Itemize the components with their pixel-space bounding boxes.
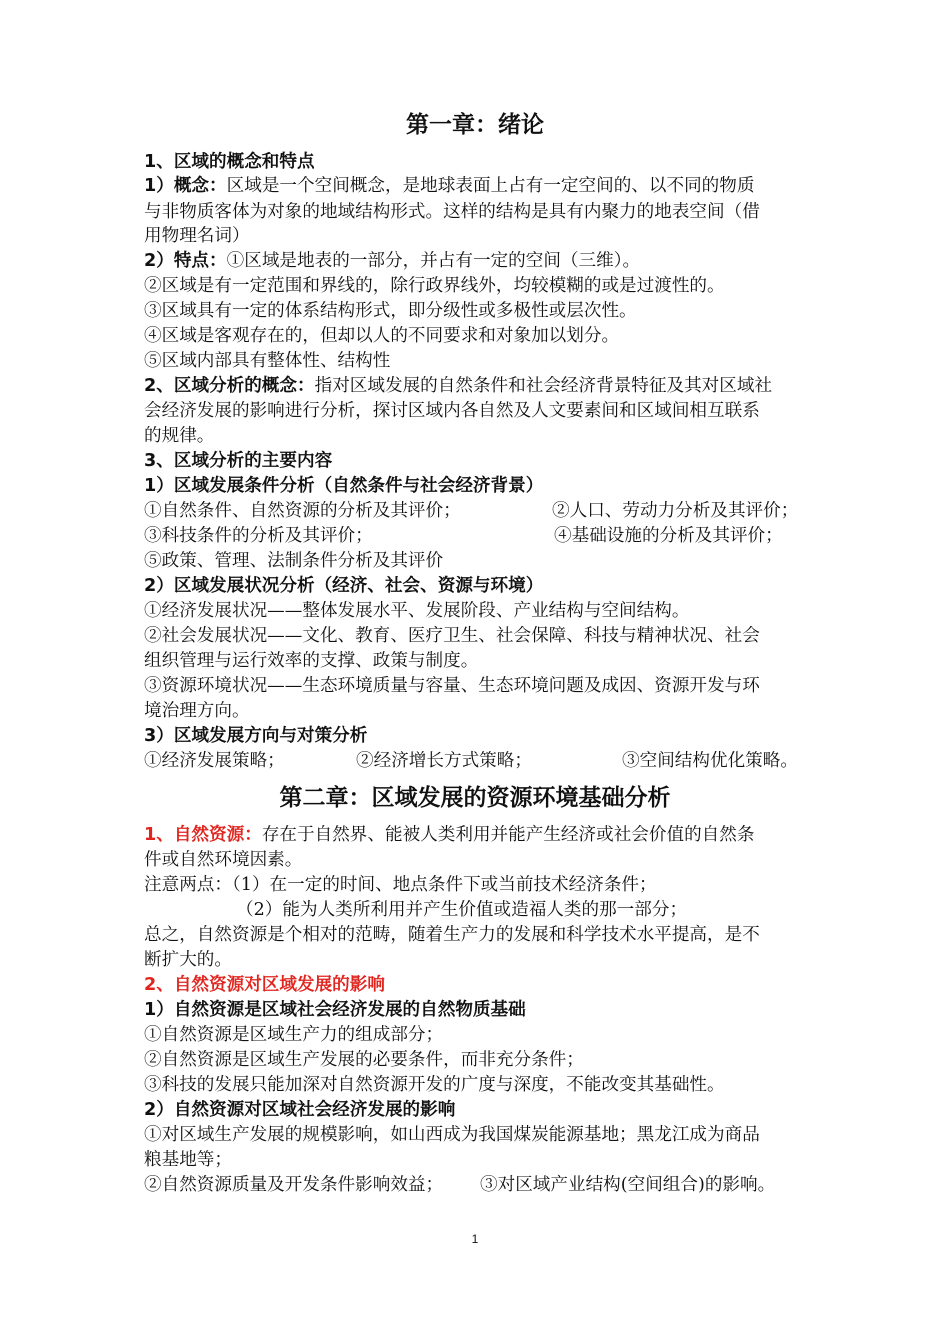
s3-sub1-item-d: ④基础设施的分析及其评价；	[554, 526, 783, 546]
ch2-note2: （2）能为人类所利用并产生价值或造福人类的那一部分；	[236, 900, 688, 920]
ch2-s2-heading: 2、自然资源对区域发展的影响	[144, 975, 385, 995]
chapter2-title: 第二章：区域发展的资源环境基础分析	[279, 785, 671, 811]
s3-sub1-row1	[144, 499, 816, 523]
ch2-s1-line2: 件或自然环境因素。	[144, 850, 303, 870]
ch2-summary2: 断扩大的。	[144, 950, 232, 970]
s2-line3: 的规律。	[144, 426, 215, 446]
s3-sub2-item-c2: 境治理方向。	[144, 701, 250, 721]
s3-sub3-heading: 3）区域发展方向与对策分析	[144, 726, 368, 746]
s2-line1	[144, 374, 816, 398]
ch2-s2-sub2-heading: 2）自然资源对区域社会经济发展的影响	[144, 1100, 456, 1120]
ch2-s1-label: 1、自然资源：	[144, 825, 262, 845]
s1-feature-label: 2）特点：	[144, 251, 227, 271]
s1-concept-line3: 用物理名词）	[144, 226, 250, 246]
s3-heading: 3、区域分析的主要内容	[144, 451, 333, 471]
ch2-s2-sub2-c: ③对区域产业结构(空间组合)的影响。	[480, 1175, 776, 1195]
s1-feature-item3: ③区域具有一定的体系结构形式，即分级性或多极性或层次性。	[144, 301, 637, 321]
s1-feature-item4: ④区域是客观存在的，但却以人的不同要求和对象加以划分。	[144, 326, 620, 346]
s3-sub1-item-a: ①自然条件、自然资源的分析及其评价；	[144, 501, 461, 521]
ch2-note1: 注意两点：（1）在一定的时间、地点条件下或当前技术经济条件；	[144, 875, 657, 895]
s2-text: 指对区域发展的自然条件和社会经济背景特征及其对区域社	[314, 376, 773, 396]
s3-sub2-heading: 2）区域发展状况分析（经济、社会、资源与环境）	[144, 576, 544, 596]
s3-sub3-item-a: ①经济发展策略；	[144, 751, 285, 771]
s1-concept-line1	[144, 174, 816, 198]
s1-concept-line2: 与非物质客体为对象的地域结构形式。这样的结构是具有内聚力的地表空间（借	[144, 202, 760, 222]
s1-concept-text: 区域是一个空间概念，是地球表面上占有一定空间的、以不同的物质	[226, 176, 755, 196]
s3-sub1-item-c: ③科技条件的分析及其评价；	[144, 526, 373, 546]
chapter1-title: 第一章：绪论	[406, 112, 544, 138]
s3-sub2-item-a: ①经济发展状况——整体发展水平、发展阶段、产业结构与空间结构。	[144, 601, 690, 621]
ch2-s2-sub1-a: ①自然资源是区域生产力的组成部分；	[144, 1025, 444, 1045]
s3-sub1-heading: 1）区域发展条件分析（自然条件与社会经济背景）	[144, 476, 544, 496]
ch2-summary1: 总之，自然资源是个相对的范畴，随着生产力的发展和科学技术水平提高，是不	[144, 925, 760, 945]
ch2-s2-sub2-a2: 粮基地等；	[144, 1150, 232, 1170]
s3-sub1-row2	[144, 524, 816, 548]
ch2-s2-sub2-b: ②自然资源质量及开发条件影响效益；	[144, 1175, 444, 1195]
s1-feature-item2: ②区域是有一定范围和界线的，除行政界线外，均较模糊的或是过渡性的。	[144, 276, 725, 296]
ch2-s1-line1	[144, 823, 816, 847]
s3-sub1-item-e: ⑤政策、管理、法制条件分析及其评价	[144, 551, 444, 571]
s1-feature-text: ①区域是地表的一部分，并占有一定的空间（三维）。	[226, 251, 641, 271]
s2-label: 2、区域分析的概念：	[144, 376, 315, 396]
s1-feature-line1	[144, 249, 816, 273]
ch2-s2-sub2-row	[144, 1173, 816, 1197]
s3-sub2-item-b1: ②社会发展状况——文化、教育、医疗卫生、社会保障、科技与精神状况、社会	[144, 626, 760, 646]
s3-sub2-item-c1: ③资源环境状况——生态环境质量与容量、生态环境问题及成因、资源开发与环	[144, 676, 760, 696]
s3-sub2-item-b2: 组织管理与运行效率的支撑、政策与制度。	[144, 651, 479, 671]
s3-sub3-item-c: ③空间结构优化策略。	[622, 751, 798, 771]
s3-sub3-item-b: ②经济增长方式策略；	[356, 751, 532, 771]
s1-heading: 1、区域的概念和特点	[144, 152, 315, 172]
ch2-s2-sub1-c: ③科技的发展只能加深对自然资源开发的广度与深度，不能改变其基础性。	[144, 1075, 725, 1095]
s3-sub3-row	[144, 749, 816, 773]
ch2-s2-sub2-a1: ①对区域生产发展的规模影响，如山西成为我国煤炭能源基地；黑龙江成为商品	[144, 1125, 760, 1145]
s1-feature-item5: ⑤区域内部具有整体性、结构性	[144, 351, 391, 371]
ch2-s2-sub1-b: ②自然资源是区域生产发展的必要条件，而非充分条件；	[144, 1050, 584, 1070]
ch2-s2-sub1-heading: 1）自然资源是区域社会经济发展的自然物质基础	[144, 1000, 526, 1020]
page-number: 1	[471, 1232, 479, 1246]
ch2-s1-text: 存在于自然界、能被人类利用并能产生经济或社会价值的自然条	[261, 825, 755, 845]
s2-line2: 会经济发展的影响进行分析，探讨区域内各自然及人文要素间和区域间相互联系	[144, 401, 760, 421]
s3-sub1-item-b: ②人口、劳动力分析及其评价；	[552, 501, 799, 521]
s1-concept-label: 1）概念：	[144, 176, 227, 196]
